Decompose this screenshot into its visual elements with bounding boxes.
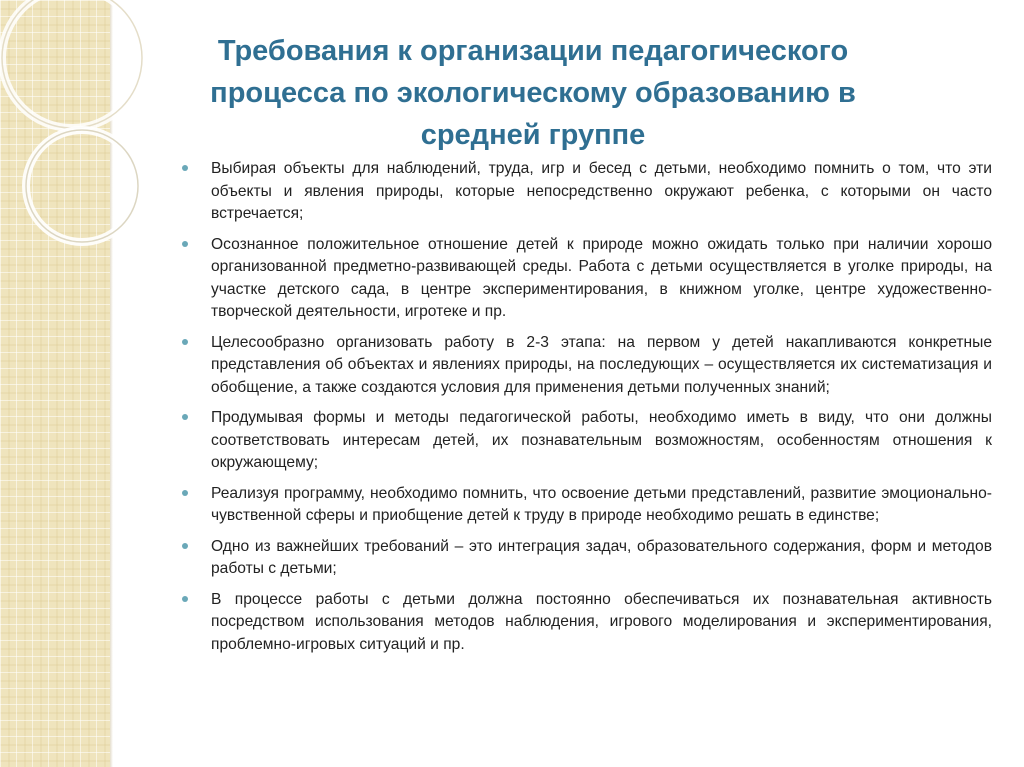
bullet-text: Одно из важнейших требований – это интеграция задач, образовательного содержания, форм и методов работы с детьми; — [211, 537, 992, 577]
bullet-marker-icon — [182, 241, 188, 247]
bullet-text: Выбирая объекты для наблюдений, труда, игр и бесед с детьми, необходимо помнить о том, что эти объекты и явления природы, которые непосредственно окружают ребенка, с которыми он часто встречается; — [211, 160, 992, 222]
slide-title: Требования к организации педагогического процесса по экологическому образованию в средней группе — [210, 35, 856, 151]
bullet-text: Продумывая формы и методы педагогической работы, необходимо иметь в виду, что они должны соответствовать интересам детей, их познавательным возможностям, особенностям отношения к окружающему; — [211, 409, 992, 471]
bullet-marker-icon — [182, 543, 188, 549]
large-ring-outline — [2, 0, 142, 128]
bullet-text: Осознанное положительное отношение детей к природе можно ожидать только при наличии хорошо организованной предметно-развивающей среды. Работа с детьми осуществляется в уголке природы, на участке детского сада, в центре экспериментирования, в книжном уголке, центре художественно-творческой деятельности, игротеке и пр. — [211, 235, 992, 320]
bullet-marker-icon — [182, 490, 188, 496]
bullet-item — [180, 234, 992, 324]
bullet-marker-icon — [182, 596, 188, 602]
bullet-item — [180, 158, 992, 226]
bullet-marker-icon — [182, 339, 188, 345]
decorative-rings — [0, 0, 150, 300]
bullet-item — [180, 407, 992, 475]
bullet-text: Целесообразно организовать работу в 2-3 этапа: на первом у детей накапливаются конкретные представления об объектах и явлениях природы, на последующих – осуществляется их систематизация и обобщение, а также создаются условия для применения детьми полученных знаний; — [211, 333, 992, 396]
bullet-item — [180, 483, 992, 528]
bullet-marker-icon — [182, 165, 188, 171]
small-ring-outline — [26, 130, 138, 242]
bullet-item — [180, 332, 992, 400]
bullet-list — [180, 158, 992, 664]
bullet-item — [180, 589, 992, 657]
bullet-marker-icon — [182, 414, 188, 420]
bullet-item — [180, 536, 992, 581]
bullet-text: В процессе работы с детьми должна постоянно обеспечиваться их познавательная активность посредством использования методов наблюдения, игрового моделирования и экспериментирования, проблемно-игровых ситуаций и пр. — [211, 590, 992, 653]
bullet-text: Реализуя программу, необходимо помнить, что освоение детьми представлений, развитие эмоционально-чувственной сферы и приобщение детей к труду в природе необходимо решать в единстве; — [211, 484, 992, 524]
